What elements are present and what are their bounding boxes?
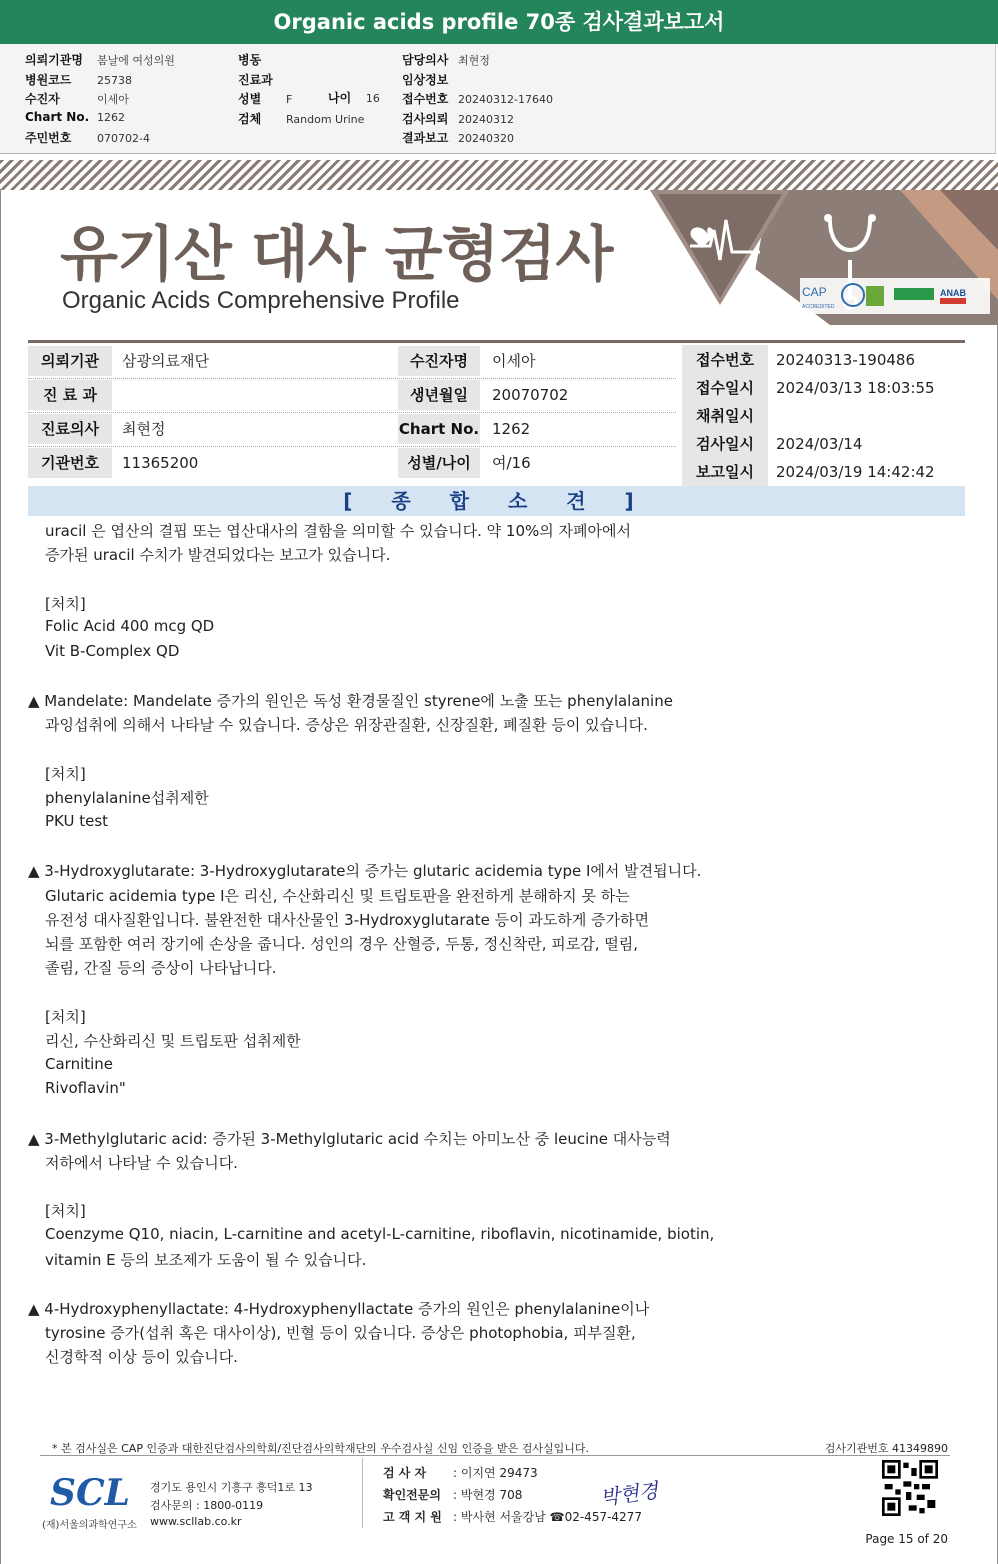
patient-field-label: 수진자명 xyxy=(398,346,480,376)
footer-tester: 검 사 자 : 이지연 29473 xyxy=(383,1466,538,1480)
summary-line: [처치] xyxy=(45,1202,86,1221)
patient-field-label: 접수일시 xyxy=(682,373,768,403)
patient-field-label: Chart No. xyxy=(398,414,480,444)
patient-field-label: 검사일시 xyxy=(682,429,768,459)
header-info-field: 결과보고 20240320 xyxy=(402,131,514,145)
patient-field-label: 진 료 과 xyxy=(28,380,112,410)
qr-code-icon[interactable] xyxy=(882,1460,938,1516)
header-info-field: 검체 Random Urine xyxy=(238,111,365,126)
footer-divider xyxy=(40,1455,950,1456)
footer-certification-note: * 본 검사실은 CAP 인증과 대한진단검사의학회/진단검사의학재단의 우수검사실 신임 인증을 받은 검사실입니다. xyxy=(52,1442,590,1455)
patient-field-value: 2024/03/14 xyxy=(776,435,863,453)
summary-line: Carnitine xyxy=(45,1054,114,1073)
summary-line: ▲ 3-Methylglutaric acid: 증가된 3-Methylglutaric acid 수치는 아미노산 중 leucine 대사능력 xyxy=(28,1129,671,1148)
patient-field-value: 2024/03/13 18:03:55 xyxy=(776,379,935,397)
header-info-panel xyxy=(0,44,996,154)
patient-field-label: 생년월일 xyxy=(398,380,480,410)
svg-text:CAP: CAP xyxy=(802,285,827,299)
header-decoration xyxy=(650,160,998,325)
summary-line: 신경학적 이상 등이 있습니다. xyxy=(45,1348,238,1367)
summary-line: phenylalanine섭취제한 xyxy=(45,789,209,808)
footer-specialist: 확인전문의 : 박현경 708 xyxy=(383,1488,523,1502)
patient-field-value: 최현정 xyxy=(122,420,166,438)
patient-field-label: 성별/나이 xyxy=(398,448,480,478)
summary-header: [ 종 합 소 견 ] xyxy=(28,486,965,516)
header-info-field: 주민번호 070702-4 xyxy=(25,131,150,145)
patient-field-value: 20240313-190486 xyxy=(776,351,916,369)
patient-field-value xyxy=(114,380,394,410)
table-row-divider xyxy=(28,378,676,379)
patient-field-value: 1262 xyxy=(492,420,531,438)
summary-line: ▲ 3-Hydroxyglutarate: 3-Hydroxyglutarate의 증가는 glutaric acidemia type I에서 발견됩니다. xyxy=(28,862,702,881)
footer-institution-code: 검사기관번호 41349890 xyxy=(824,1442,948,1455)
title-english: Organic Acids Comprehensive Profile xyxy=(62,287,460,314)
scl-logo: SCL xyxy=(50,1472,130,1514)
footer-phone: 검사문의 : 1800-0119 xyxy=(150,1499,264,1512)
summary-line: Rivoflavin" xyxy=(45,1078,126,1097)
patient-field-value: 11365200 xyxy=(122,454,199,472)
footer-address: 경기도 용인시 기흥구 흥덕1로 13 xyxy=(150,1481,313,1494)
summary-line: tyrosine 증가(섭취 혹은 대사이상), 빈혈 등이 있습니다. 증상은 photophobia, 피부질환, xyxy=(45,1323,636,1342)
summary-line: ▲ 4-Hydroxyphenyllactate: 4-Hydroxyphenyllactate 증가의 원인은 phenylalanine이나 xyxy=(28,1299,650,1318)
patient-field-value: 여/16 xyxy=(492,454,531,472)
summary-line: 과잉섭취에 의해서 나타날 수 있습니다. 증상은 위장관질환, 신장질환, 폐질환 등이 있습니다. xyxy=(45,716,648,735)
header-info-field: 의뢰기관명 봄날에 여성의원 xyxy=(25,53,175,67)
header-info-field: 검사의뢰 20240312 xyxy=(402,111,514,126)
patient-field-value: 2024/03/19 14:42:42 xyxy=(776,463,935,481)
footer-vertical-divider xyxy=(362,1458,363,1528)
patient-field-value: 20070702 xyxy=(492,386,569,404)
header-info-field: 병동 xyxy=(238,53,262,67)
summary-line: uracil 은 엽산의 결핍 또는 엽산대사의 결함을 의미할 수 있습니다. 약 10%의 자폐아에서 xyxy=(45,522,631,540)
title-korean: 유기산 대사 균형검사 xyxy=(60,220,613,290)
footer-website[interactable]: www.scllab.co.kr xyxy=(150,1515,242,1528)
table-row-divider xyxy=(28,446,676,447)
table-row-divider xyxy=(28,412,676,413)
anab-logo-icon xyxy=(940,298,966,304)
svg-text:ANAB: ANAB xyxy=(940,288,966,298)
summary-line: 리신, 수산화리신 및 트립토판 섭취제한 xyxy=(45,1032,301,1051)
patient-field-label: 기관번호 xyxy=(28,448,112,478)
summary-line: ▲ Mandelate: Mandelate 증가의 원인은 독성 환경물질인 styrene에 노출 또는 phenylalanine xyxy=(28,692,673,711)
page-number: Page 15 of 20 xyxy=(865,1532,948,1546)
header-info-field: 담당의사 최현정 xyxy=(402,53,490,67)
svg-text:ACCREDITED: ACCREDITED xyxy=(802,304,835,310)
header-info-field: Chart No. 1262 xyxy=(25,109,125,124)
summary-line: Coenzyme Q10, niacin, L-carnitine and acetyl-L-carnitine, riboflavin, nicotinamide, biotin, xyxy=(45,1224,715,1243)
summary-line: 졸림, 간질 등의 증상이 나타납니다. xyxy=(45,959,277,978)
summary-line: 증가된 uracil 수치가 발견되었다는 보고가 있습니다. xyxy=(45,546,391,565)
header-info-field: 임상정보 xyxy=(402,72,449,87)
summary-line: [처치] xyxy=(45,765,86,783)
summary-line: Glutaric acidemia type I은 리신, 수산화리신 및 트립토판을 완전하게 분해하지 못 하는 xyxy=(45,886,630,905)
patient-field-label: 보고일시 xyxy=(682,457,768,487)
lm-logo-icon xyxy=(866,286,884,306)
summary-line: Vit B-Complex QD xyxy=(45,641,180,660)
report-title-bar: Organic acids profile 70종 검사결과보고서 xyxy=(0,0,998,44)
patient-field-label: 접수번호 xyxy=(682,345,768,375)
patient-field-label: 채취일시 xyxy=(682,401,768,431)
summary-line: PKU test xyxy=(45,811,109,830)
patient-info-table xyxy=(28,340,965,482)
summary-line: 뇌를 포함한 여러 장기에 손상을 줍니다. 성인의 경우 산혈증, 두통, 정신착란, 피로감, 떨림, xyxy=(45,935,638,954)
summary-line: 저하에서 나타날 수 있습니다. xyxy=(45,1153,238,1172)
summary-line: Folic Acid 400 mcg QD xyxy=(45,617,215,636)
patient-field-label: 의뢰기관 xyxy=(28,346,112,376)
summary-line: 유전성 대사질환입니다. 불완전한 대사산물인 3-Hydroxyglutarate 등이 과도하게 증가하면 xyxy=(45,910,650,929)
patient-field-value xyxy=(768,401,965,431)
summary-line: vitamin E 등의 보조제가 도움이 될 수 있습니다. xyxy=(45,1251,367,1269)
header-info-field: 병원코드 25738 xyxy=(25,72,132,87)
patient-field-value: 이세아 xyxy=(492,352,536,370)
header-info-field: 접수번호 20240312-17640 xyxy=(402,92,553,106)
scl-logo-subtitle: (재)서울의과학연구소 xyxy=(42,1520,137,1531)
header-info-field: 성별 F xyxy=(238,92,293,106)
header-age: 나이 16 xyxy=(328,91,380,105)
footer-customer-support: 고 객 지 원 : 박사현 서울강남 ☎02-457-4277 xyxy=(383,1510,642,1524)
patient-field-value: 삼광의료재단 xyxy=(122,352,209,370)
header-info-field: 수진자 이세아 xyxy=(25,92,129,106)
summary-line: [처치] xyxy=(45,1008,86,1026)
patient-field-label: 진료의사 xyxy=(28,414,112,444)
header-info-field: 진료과 xyxy=(238,72,273,87)
kla-logo-icon xyxy=(894,288,934,300)
summary-line: [처치] xyxy=(45,594,86,613)
signature-stamp: 박현경 xyxy=(598,1478,660,1510)
